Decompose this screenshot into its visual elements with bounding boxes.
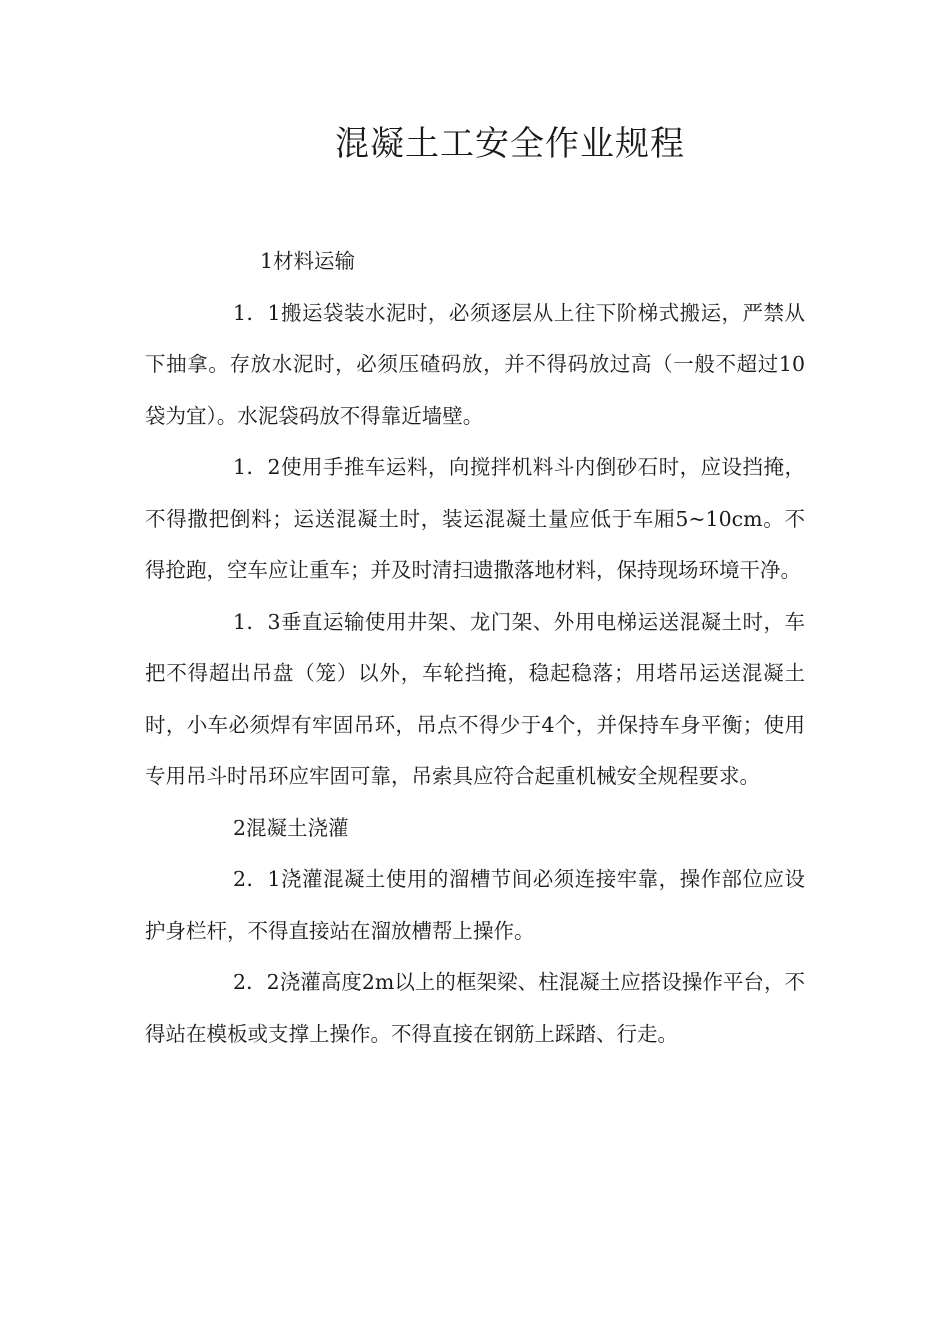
paragraph-1-1: 1．1搬运袋装水泥时，必须逐层从上往下阶梯式搬运，严禁从下抽拿。存放水泥时，必须压碴码放，并不得码放过高（一般不超过10袋为宜）。水泥袋码放不得靠近墙壁。 [145,300,805,428]
section-heading-material-transport: 1材料运输 [260,249,356,273]
paragraph-2-1: 2．1浇灌混凝土使用的溜槽节间必须连接牢靠，操作部位应设护身栏杆，不得直接站在溜放槽帮上操作。 [145,867,805,943]
section-heading-concrete-pouring: 2混凝土浇灌 [233,815,349,840]
document-title: 混凝土工安全作业规程 [335,124,685,164]
paragraph-1-2: 1．2使用手推车运料，向搅拌机料斗内倒砂石时，应设挡掩，不得撒把倒料；运送混凝土时，装运混凝土量应低于车厢5~10cm。不得抢跑，空车应让重车；并及时清扫遗撒落地材料，保持现场环境干净。 [145,455,805,582]
document-body [145,236,805,1060]
paragraph-2-2: 2．2浇灌高度2m以上的框架梁、柱混凝土应搭设操作平台，不得站在模板或支撑上操作。不得直接在钢筋上踩踏、行走。 [145,970,805,1046]
paragraph-1-3: 1．3垂直运输使用井架、龙门架、外用电梯运送混凝土时，车把不得超出吊盘（笼）以外，车轮挡掩，稳起稳落；用塔吊运送混凝土时，小车必须焊有牢固吊环，吊点不得少于4个，并保持车身平衡；使用专用吊斗时吊环应牢固可靠，吊索具应符合起重机械安全规程要求。 [145,609,805,788]
